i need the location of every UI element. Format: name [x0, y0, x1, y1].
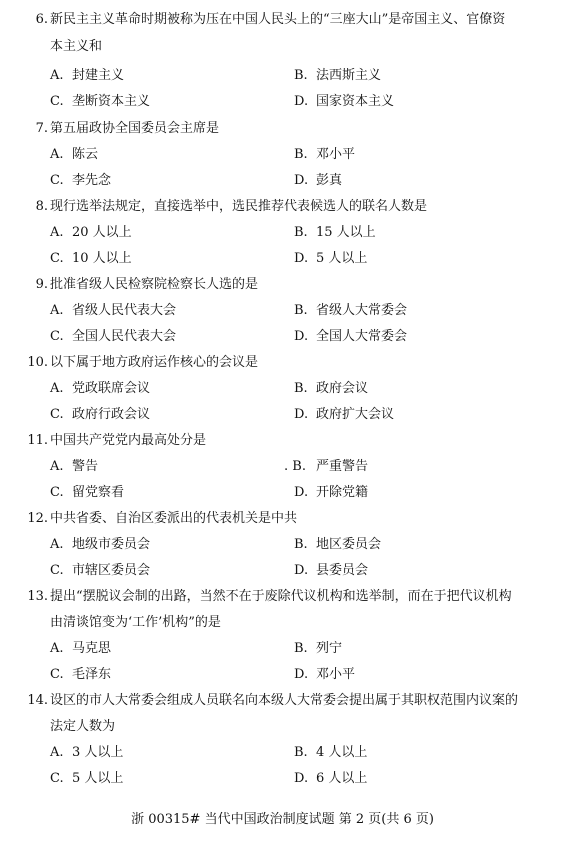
question-number: 14. [27, 693, 48, 708]
option-letter: A. [50, 537, 64, 552]
question-text: 以下属于地方政府运作核心的会议是 [50, 355, 259, 370]
option-text: 县委员会 [316, 563, 369, 578]
option-text: 开除党籍 [316, 485, 369, 500]
question-text: 新民主主义革命时期被称为压在中国人民头上的“三座大山”是帝国主义、官僚资 [50, 12, 506, 27]
option-text: 地区委员会 [316, 537, 382, 552]
option-text: 6 人以上 [316, 771, 368, 786]
option-d [294, 330, 407, 343]
option-letter: A. [50, 68, 64, 83]
option-c [50, 95, 150, 108]
option-letter: D. [294, 251, 309, 266]
option-c [50, 330, 176, 343]
option-c [50, 668, 111, 681]
option-text: 全国人大常委会 [316, 329, 408, 344]
option-text: 省级人民代表大会 [72, 303, 177, 318]
option-letter: D. [294, 94, 309, 109]
page-footer: 浙 00315# 当代中国政治制度试题 第 2 页(共 6 页) [131, 812, 434, 827]
option-b [294, 382, 368, 395]
option-b [294, 642, 342, 655]
option-text: 15 人以上 [316, 225, 376, 240]
question-text: 提出“摆脱议会制的出路，当然不在于废除代议机构和选举制，而在于把代议机构 [50, 589, 512, 604]
option-text: 警告 [72, 459, 99, 474]
option-letter: A. [50, 459, 64, 474]
option-letter: C. [50, 407, 64, 422]
option-text: 4 人以上 [316, 745, 368, 760]
option-letter: . B. [284, 459, 306, 474]
option-text: 政府行政会议 [72, 407, 151, 422]
option-d [294, 174, 342, 187]
option-letter: C. [50, 771, 64, 786]
option-a [50, 148, 98, 161]
option-letter: A. [50, 641, 64, 656]
option-b [294, 69, 381, 82]
option-d [294, 772, 367, 785]
option-text: 党政联席会议 [72, 381, 151, 396]
option-text: 马克思 [72, 641, 112, 656]
question-number: 8. [35, 199, 48, 214]
option-text: 市辖区委员会 [72, 563, 151, 578]
option-letter: D. [294, 485, 309, 500]
question-number: 9. [35, 277, 48, 292]
option-text: 3 人以上 [72, 745, 124, 760]
option-letter: B. [294, 745, 308, 760]
option-c [50, 408, 150, 421]
option-text: 法西斯主义 [316, 68, 382, 83]
question-number: 11. [27, 433, 48, 448]
option-text: 20 人以上 [72, 225, 132, 240]
option-b [294, 148, 355, 161]
question-number: 7. [35, 121, 48, 136]
option-text: 封建主义 [72, 68, 125, 83]
option-a [50, 69, 124, 82]
question-text: 法定人数为 [50, 719, 116, 734]
option-letter: C. [50, 173, 64, 188]
option-letter: B. [294, 537, 308, 552]
option-d [294, 668, 355, 681]
option-text: 严重警告 [316, 459, 369, 474]
option-letter: B. [294, 68, 308, 83]
option-d [294, 252, 367, 265]
question-text: 中共省委、自治区委派出的代表机关是中共 [50, 511, 298, 526]
question-number: 10. [27, 355, 48, 370]
option-a [50, 538, 150, 551]
option-letter: D. [294, 771, 309, 786]
option-c [50, 772, 123, 785]
option-letter: A. [50, 745, 64, 760]
option-a [50, 226, 132, 239]
option-text: 邓小平 [316, 667, 356, 682]
option-letter: A. [50, 147, 64, 162]
option-letter: B. [294, 641, 308, 656]
question-text: 批准省级人民检察院检察长人选的是 [50, 277, 259, 292]
option-c [50, 564, 150, 577]
question-number: 6. [35, 12, 48, 27]
option-text: 毛泽东 [72, 667, 112, 682]
question-text: 设区的市人大常委会组成人员联名向本级人大常委会提出属于其职权范围内议案的 [50, 693, 519, 708]
option-text: 政府扩大会议 [316, 407, 395, 422]
option-text: 邓小平 [316, 147, 356, 162]
option-b [284, 460, 368, 473]
option-letter: D. [294, 667, 309, 682]
option-letter: C. [50, 485, 64, 500]
option-text: 5 人以上 [316, 251, 368, 266]
option-letter: A. [50, 225, 64, 240]
option-text: 5 人以上 [72, 771, 124, 786]
option-letter: D. [294, 173, 309, 188]
option-letter: B. [294, 381, 308, 396]
option-text: 留党察看 [72, 485, 125, 500]
option-text: 政府会议 [316, 381, 369, 396]
question-number: 13. [27, 589, 48, 604]
option-letter: C. [50, 563, 64, 578]
option-text: 省级人大常委会 [316, 303, 408, 318]
option-text: 国家资本主义 [316, 94, 395, 109]
option-text: 地级市委员会 [72, 537, 151, 552]
option-d [294, 95, 394, 108]
option-text: 全国人民代表大会 [72, 329, 177, 344]
option-letter: D. [294, 329, 309, 344]
option-letter: D. [294, 407, 309, 422]
option-text: 彭真 [316, 173, 343, 188]
option-b [294, 226, 376, 239]
option-b [294, 746, 367, 759]
option-a [50, 304, 176, 317]
option-b [294, 304, 407, 317]
option-b [294, 538, 381, 551]
question-number: 12. [27, 511, 48, 526]
option-a [50, 382, 150, 395]
option-text: 垄断资本主义 [72, 94, 151, 109]
option-letter: C. [50, 667, 64, 682]
question-text: 由清谈馆变为‘工作’机构”的是 [50, 615, 221, 630]
option-c [50, 174, 111, 187]
option-text: 李先念 [72, 173, 112, 188]
option-a [50, 746, 123, 759]
option-letter: D. [294, 563, 309, 578]
option-letter: B. [294, 225, 308, 240]
option-text: 陈云 [72, 147, 99, 162]
option-d [294, 408, 394, 421]
option-a [50, 460, 98, 473]
question-text: 本主义和 [50, 39, 103, 54]
option-letter: B. [294, 303, 308, 318]
question-text: 第五届政协全国委员会主席是 [50, 121, 220, 136]
option-letter: A. [50, 303, 64, 318]
option-a [50, 642, 111, 655]
option-letter: A. [50, 381, 64, 396]
option-letter: C. [50, 251, 64, 266]
option-c [50, 252, 132, 265]
option-c [50, 486, 124, 499]
option-d [294, 486, 368, 499]
option-d [294, 564, 368, 577]
option-text: 列宁 [316, 641, 343, 656]
option-text: 10 人以上 [72, 251, 132, 266]
option-letter: C. [50, 329, 64, 344]
option-letter: B. [294, 147, 308, 162]
question-text: 现行选举法规定，直接选举中，选民推荐代表候选人的联名人数是 [50, 199, 428, 214]
question-text: 中国共产党党内最高处分是 [50, 433, 207, 448]
option-letter: C. [50, 94, 64, 109]
